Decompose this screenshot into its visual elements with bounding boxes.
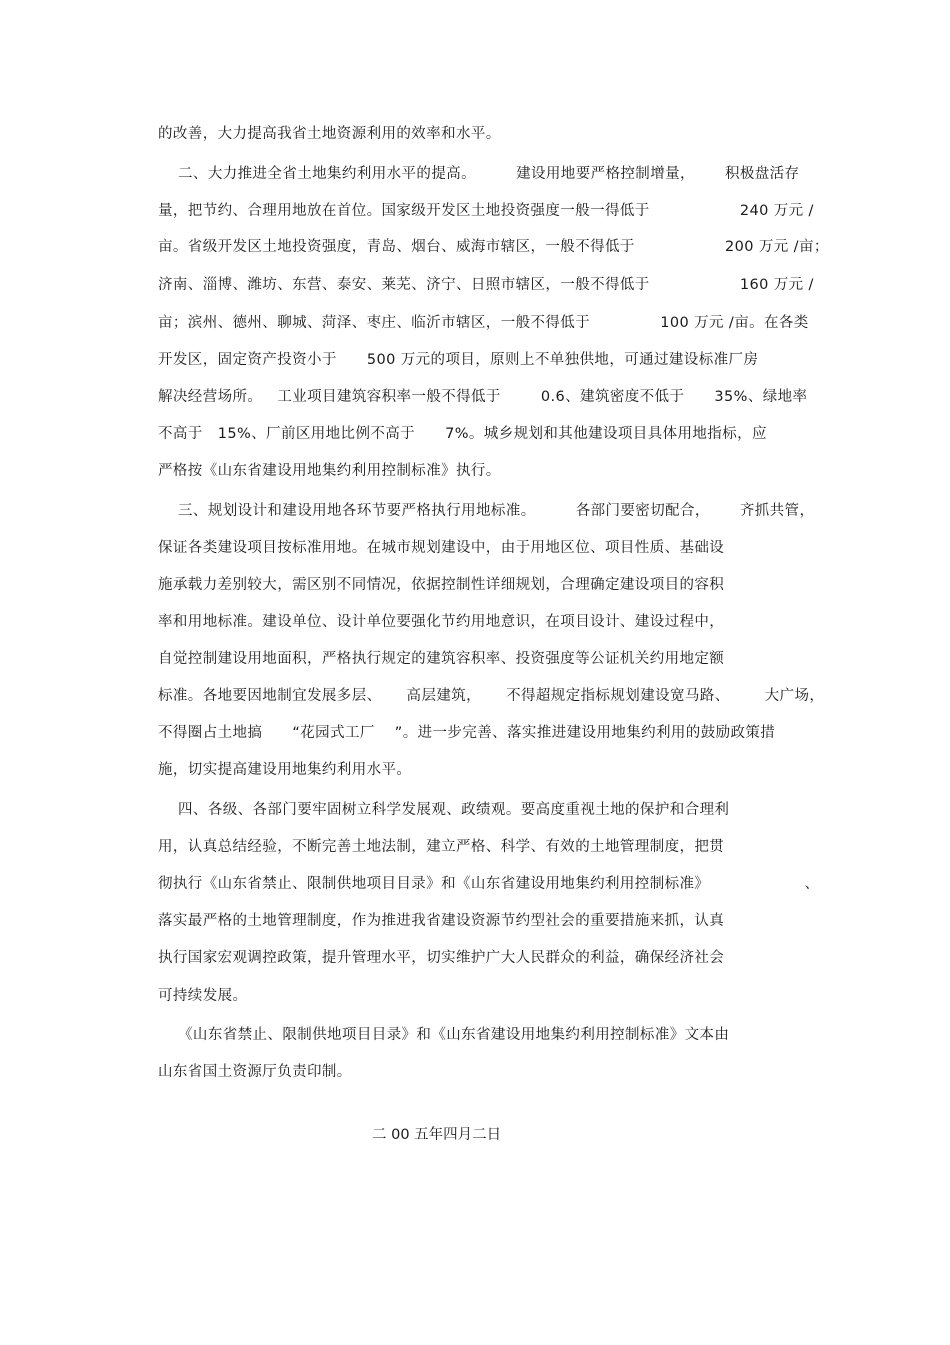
document-date: 二 00 五年四月二日 xyxy=(372,1127,502,1143)
text-line: 执行国家宏观调控政策，提升管理水平，切实维护广大人民群众的利益，确保经济社会 xyxy=(158,950,725,966)
text-line: 的改善，大力提高我省土地资源利用的效率和水平。 xyxy=(158,126,501,142)
text-line: 严格按《山东省建设用地集约利用控制标准》执行。 xyxy=(158,463,501,479)
text-line: 施，切实提高建设用地集约利用水平。 xyxy=(158,762,412,778)
text-line: 量，把节约、合理用地放在首位。国家级开发区土地投资强度一般一得低于 240 万元 / xyxy=(158,203,814,219)
text-line: 山东省国土资源厅负责印制。 xyxy=(158,1064,352,1080)
text-line: 可持续发展。 xyxy=(158,988,248,1004)
text-line: 不得圈占土地搞 “花园式工厂 ”。进一步完善、落实推进建设用地集约利用的鼓励政策措 xyxy=(158,725,776,741)
text-line: 自觉控制建设用地面积，严格执行规定的建筑容积率、投资强度等公证机关约用地定额 xyxy=(158,651,725,667)
text-line: 四、各级、各部门要牢固树立科学发展观、政绩观。要高度重视土地的保护和合理利 xyxy=(158,802,730,818)
text-line: 率和用地标准。建设单位、设计单位要强化节约用地意识，在项目设计、建设过程中， xyxy=(158,614,725,630)
text-line: 二、大力推进全省土地集约利用水平的提高。 建设用地要严格控制增量， 积极盘活存 xyxy=(158,166,800,182)
text-line: 亩。省级开发区土地投资强度，青岛、烟台、威海市辖区，一般不得低于 200 万元 /亩； xyxy=(158,239,829,255)
text-line: 标准。各地要因地制宜发展多层、 高层建筑， 不得超规定指标规划建设宽马路、 大广场， xyxy=(158,688,825,704)
text-line: 开发区，固定资产投资小于 500 万元的项目，原则上不单独供地，可通过建设标准厂房 xyxy=(158,352,759,368)
text-line: 三、规划设计和建设用地各环节要严格执行用地标准。 各部门要密切配合， 齐抓共管， xyxy=(158,503,815,519)
text-line: 保证各类建设项目按标准用地。在城市规划建设中，由于用地区位、项目性质、基础设 xyxy=(158,540,725,556)
text-line: 《山东省禁止、限制供地项目目录》和《山东省建设用地集约利用控制标准》文本由 xyxy=(158,1027,730,1043)
text-line: 不高于 15%、厂前区用地比例不高于 7%。城乡规划和其他建设项目具体用地指标，应 xyxy=(158,426,767,442)
text-line: 用，认真总结经验，不断完善土地法制，建立严格、科学、有效的土地管理制度，把贯 xyxy=(158,839,725,855)
text-line: 亩；滨州、德州、聊城、菏泽、枣庄、临沂市辖区，一般不得低于 100 万元 /亩。在各类 xyxy=(158,315,809,331)
text-line: 解决经营场所。 工业项目建筑容积率一般不得低于 0.6、建筑密度不低于 35%、绿地率 xyxy=(158,389,808,405)
text-line: 济南、淄博、潍坊、东营、泰安、莱芜、济宁、日照市辖区，一般不得低于 160 万元 / xyxy=(158,277,814,293)
text-line: 彻执行《山东省禁止、限制供地项目目录》和《山东省建设用地集约利用控制标准》 、 xyxy=(158,876,820,892)
text-line: 施承载力差别较大，需区别不同情况，依据控制性详细规划，合理确定建设项目的容积 xyxy=(158,577,725,593)
text-line: 落实最严格的土地管理制度，作为推进我省建设资源节约型社会的重要措施来抓，认真 xyxy=(158,913,725,929)
